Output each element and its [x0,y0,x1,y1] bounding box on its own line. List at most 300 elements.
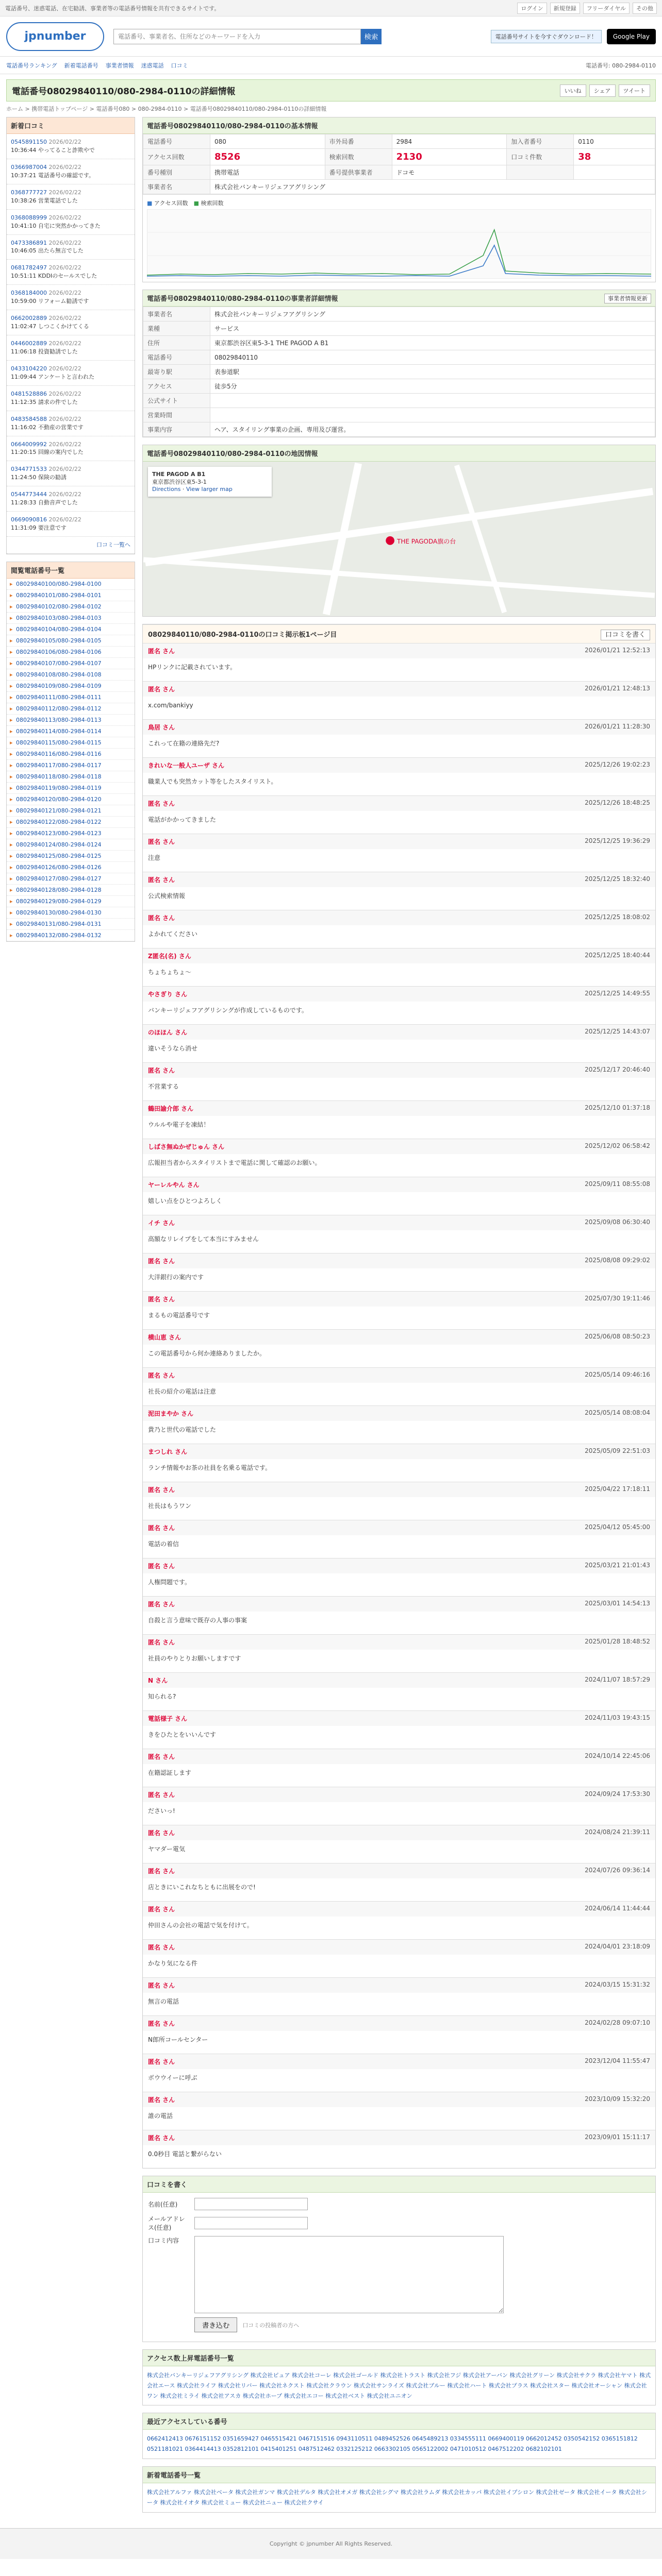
review-author: 匿名 さん [148,1944,175,1951]
review-date: 2024/06/14 11:44:44 [585,1905,650,1912]
basic-key: 事業者名 [143,180,210,194]
review-date: 2025/03/01 14:54:13 [585,1600,650,1607]
recent-comment[interactable] [7,411,135,436]
map-pin[interactable]: ● THE PAGODA旗の台 [385,534,456,547]
name-label: 名前(任意) [148,2200,178,2208]
review-date: 2026/01/21 12:52:13 [585,647,650,654]
legend-search: 検索回数 [201,200,224,207]
number-link[interactable]: ▸ 08029840114/080-2984-0114 [7,726,135,737]
review-item [143,834,655,872]
map-place: THE PAGOD A B1 [152,471,206,478]
recent-comment-date: 2026/02/22 [48,415,81,422]
app-notice[interactable]: 電話番号サイトを今すぐダウンロード！ [491,30,602,43]
review-header [143,1482,655,1497]
review-item [143,643,655,681]
review-author: 匿名 さん [148,686,175,693]
recent-comment-date: 2026/02/22 [48,440,81,448]
review-author: 電話様子 さん [148,1715,188,1722]
number-link[interactable]: ▸ 08029840127/080-2984-0127 [7,873,135,885]
number-link[interactable]: ▸ 08029840107/080-2984-0107 [7,658,135,669]
review-header [143,1711,655,1726]
recent-comment[interactable] [7,461,135,486]
review-author: やさぎり さん [148,991,188,998]
access-chart: ■ アクセス回数 ■ 検索回数 [143,194,655,282]
basic-value: 38 [574,149,655,165]
recent-comments-title: 新着口コミ [7,117,135,134]
review-author: 匿名 さん [148,1639,175,1646]
review-header [143,1063,655,1078]
review-body: ヤマダー電気 [148,1845,186,1853]
biz-value: サービス [210,321,655,336]
review-author: 匿名 さん [148,1486,175,1494]
review-author: ヤーレルやん さん [148,1181,200,1189]
review-header [143,1406,655,1421]
review-body: 0.0秒目 電話と繋がらない [148,2150,222,2158]
review-author: 鶴田諭介郎 さん [148,1105,194,1112]
basic-info-table [143,134,655,194]
number-link[interactable]: ▸ 08029840116/080-2984-0116 [7,749,135,760]
review-author: 匿名 さん [148,1296,175,1303]
review-item [143,1787,655,1825]
recent-comment-text: 11:24:50 保険の勧誘 [11,474,67,481]
name-field[interactable] [194,2198,308,2210]
number-link[interactable]: ▸ 08029840105/080-2984-0105 [7,635,135,647]
google-play-badge[interactable]: Google Play [607,29,656,44]
number-link[interactable]: ▸ 08029840112/080-2984-0112 [7,703,135,715]
number-link[interactable]: ▸ 08029840131/080-2984-0131 [7,919,135,930]
new-biz-list[interactable]: 株式会社アルファ 株式会社ベータ 株式会社ガンマ 株式会社デルタ 株式会社オメガ 株式会社シグマ 株式会社ラムダ 株式会社カッパ 株式会社イプシロン 株式会社ゼータ 株式会社イータ 株式会社シータ 株式会社イオタ 株式会社ミュー 株式会社ニュー 株式会社クサイ [147,2488,648,2506]
review-date: 2025/01/28 18:48:52 [585,1638,650,1645]
review-body: かなり気になる件 [148,1960,198,1967]
share-button[interactable]: シェア [589,84,616,97]
recent-comment[interactable] [7,134,135,159]
review-header [143,1558,655,1573]
body-label: 口コミ内容 [148,2237,179,2244]
top-link[interactable]: 新規登録 [550,3,580,14]
recent-comment[interactable] [7,436,135,462]
review-date: 2026/01/21 11:28:30 [585,723,650,730]
more-comments-link[interactable]: 口コミ一覧へ [96,541,130,548]
review-body: 不営業する [148,1083,179,1090]
recent-comment-text: 10:36:44 やってること詐欺やで [11,146,95,154]
recent-comment[interactable] [7,210,135,235]
recent-comment-number[interactable]: 0481528886 [11,390,47,397]
recent-comment-number[interactable]: 0664009992 [11,440,47,448]
review-date: 2025/12/10 01:37:18 [585,1104,650,1111]
email-label: メールアドレス(任意) [148,2215,185,2231]
review-item [143,1901,655,1939]
review-body: 人権問題です。 [148,1579,191,1586]
recent-comment[interactable] [7,512,135,537]
write-review-button[interactable]: 口コミを書く [601,630,650,640]
review-header [143,987,655,1002]
biz-update-button[interactable]: 事業者情報更新 [604,294,651,303]
number-link[interactable]: ▸ 08029840132/080-2984-0132 [7,930,135,941]
review-date: 2023/09/01 15:11:17 [585,2133,650,2141]
review-author: 匿名 さん [148,838,175,845]
recent-search-title: 最近アクセスしている番号 [143,2413,655,2430]
review-header [143,2054,655,2069]
subnav-item[interactable]: 電話番号ランキング [6,62,57,69]
review-body: ボウウイーに呼ぶ [148,2074,197,2081]
review-author: 匿名 さん [148,1258,175,1265]
review-header [143,1101,655,1116]
recent-comment-date: 2026/02/22 [48,365,81,372]
top-bar [0,0,662,16]
number-link[interactable]: ▸ 08029840125/080-2984-0125 [7,851,135,862]
recent-numbers-title: 閲覧電話番号一覧 [7,562,135,579]
site-logo[interactable]: jpnumber [6,22,104,51]
review-date: 2025/09/08 06:30:40 [585,1218,650,1226]
recent-comment-number[interactable]: 0669090816 [11,516,47,523]
review-item [143,2092,655,2130]
comment-body-field[interactable] [194,2236,504,2313]
sidebar [6,117,135,2520]
biz-value: 徒歩5分 [210,379,655,394]
review-item [143,910,655,948]
page-title: 電話番号08029840110/080-2984-0110の詳細情報 [12,87,236,97]
review-author: 匿名 さん [148,1563,175,1570]
recent-comment-text: 11:20:15 回線の案内でした [11,449,84,456]
page-title-bar [6,79,656,101]
review-author: 匿名 さん [148,914,175,922]
footer: Copyright © jpnumber All Rights Reserved. [0,2528,662,2559]
recent-comment-number[interactable]: 0368184000 [11,290,47,297]
review-item [143,1710,655,1749]
basic-key: 検索回数 [325,149,392,165]
review-date: 2025/05/09 22:51:03 [585,1447,650,1454]
recent-comment-date: 2026/02/22 [48,139,81,145]
review-author: しばさ無ぬかぜじゅん さん [148,1143,225,1150]
share-button[interactable]: いいね [560,84,586,97]
review-author: 匿名 さん [148,1829,175,1837]
basic-key: 加入者番号 [507,134,574,149]
recent-comment-number[interactable]: 0681782497 [11,264,47,272]
review-header [143,1253,655,1268]
review-header [143,1940,655,1955]
review-item [143,1139,655,1177]
sub-nav [0,57,662,74]
recent-comment[interactable] [7,310,135,335]
recent-comment-number[interactable]: 0368088999 [11,214,47,221]
number-link[interactable]: ▸ 08029840102/080-2984-0102 [7,601,135,613]
review-date: 2025/12/02 06:58:42 [585,1142,650,1149]
review-item [143,2054,655,2092]
review-header [143,796,655,811]
review-header [143,1368,655,1383]
review-body: 社長の紹介の電話は注意 [148,1388,217,1395]
review-item [143,1444,655,1482]
review-author: 匿名 さん [148,2096,175,2104]
review-header [143,1292,655,1307]
number-link[interactable]: ▸ 08029840101/080-2984-0101 [7,590,135,601]
recent-comment[interactable] [7,159,135,184]
email-field[interactable] [194,2217,308,2229]
review-header [143,1444,655,1459]
top-link[interactable]: フリーダイヤル [583,3,630,14]
review-body: 大洋銀行の案内です [148,1274,204,1281]
map-larger[interactable]: View larger map [186,486,233,493]
recent-comment-date: 2026/02/22 [48,264,81,272]
review-header [143,1330,655,1345]
review-header [143,1978,655,1993]
review-author: 匿名 さん [148,800,175,807]
subnav-item[interactable]: 新着電話番号 [64,62,98,69]
review-author: 横山恵 さん [148,1334,181,1341]
tagline: 電話番号、迷惑電話、在宅勧誘、事業者等の電話番号情報を共有できるサイトです。 [5,5,220,12]
number-link[interactable]: ▸ 08029840121/080-2984-0121 [7,805,135,817]
number-link[interactable]: ▸ 08029840117/080-2984-0117 [7,760,135,771]
map[interactable] [143,462,655,616]
review-author: まつしれ さん [148,1448,188,1455]
review-date: 2025/12/25 14:49:55 [585,990,650,997]
recent-comment-text: 10:38:26 営業電話でした [11,197,78,204]
recent-comment-date: 2026/02/22 [48,315,81,322]
review-body: ちょちょちょ〜 [148,969,192,976]
review-body: 電話の着信 [148,1540,179,1548]
review-body: N郎所コールセンター [148,2036,208,2043]
review-body: ランチ情報やお茶の社員を名乗る電話です。 [148,1464,272,1471]
review-date: 2025/04/12 05:45:00 [585,1523,650,1531]
review-item [143,1405,655,1444]
number-link[interactable]: ▸ 08029840123/080-2984-0123 [7,828,135,839]
review-author: 匿名 さん [148,648,175,655]
number-link[interactable]: ▸ 08029840130/080-2984-0130 [7,907,135,919]
review-item [143,1482,655,1520]
review-date: 2025/07/30 19:11:46 [585,1295,650,1302]
basic-key: 番号種別 [143,165,210,180]
access-chart-svg [147,209,651,279]
biz-key: 事業内容 [143,422,210,437]
number-link[interactable]: ▸ 08029840119/080-2984-0119 [7,783,135,794]
review-item [143,986,655,1024]
legend-access: アクセス回数 [154,200,188,207]
review-item [143,681,655,719]
biz-key: 公式サイト [143,394,210,408]
basic-key: 口コミ件数 [507,149,574,165]
recent-comment-number[interactable]: 0473386891 [11,239,47,246]
review-author: 匿名 さん [148,2058,175,2065]
map-card: THE PAGOD A B1 東京都渋谷区東5-3-1 Directions · View larger map [148,467,272,497]
review-date: 2024/10/14 22:45:06 [585,1752,650,1759]
review-item [143,1749,655,1787]
review-body: 電話がかかってきました [148,816,217,823]
number-link[interactable]: ▸ 08029840111/080-2984-0111 [7,692,135,703]
review-header [143,1863,655,1878]
number-link[interactable]: ▸ 08029840108/080-2984-0108 [7,669,135,681]
basic-value [574,165,655,180]
search-input[interactable] [113,29,361,44]
subnav-item[interactable]: 口コミ [171,62,188,69]
share-button[interactable]: ツイート [619,84,650,97]
number-link[interactable]: ▸ 08029840122/080-2984-0122 [7,817,135,828]
biz-key: 住所 [143,336,210,350]
biz-key: 事業者名 [143,307,210,321]
number-link[interactable]: ▸ 08029840126/080-2984-0126 [7,862,135,873]
new-biz-title: 新着電話番号一覧 [143,2467,655,2483]
review-body: よかれてください [148,930,198,938]
review-date: 2025/12/17 20:46:40 [585,1066,650,1073]
recent-comment-date: 2026/02/22 [48,340,81,347]
review-body: ウルルや電子を凍結！ [148,1121,210,1128]
recent-comment-date: 2026/02/22 [48,516,81,523]
biz-key: 電話番号 [143,350,210,365]
review-author: 泥田まやか さん [148,1410,194,1417]
recent-comment-date: 2026/02/22 [48,239,81,246]
review-date: 2024/02/28 09:07:10 [585,2019,650,2026]
review-date: 2026/01/21 12:48:13 [585,685,650,692]
recent-comment-number[interactable]: 0483584588 [11,415,47,422]
review-item [143,1329,655,1367]
recent-comment[interactable] [7,285,135,310]
review-body: 社長はもうワン [148,1502,192,1510]
subnav-item[interactable]: 事業者情報 [105,62,134,69]
number-link[interactable]: ▸ 08029840113/080-2984-0113 [7,715,135,726]
review-body: きをひたとをいいんです [148,1731,217,1738]
review-author: 匿名 さん [148,876,175,884]
map-directions[interactable]: Directions [152,486,181,493]
review-author: 匿名 さん [148,1067,175,1074]
review-date: 2025/04/22 17:18:11 [585,1485,650,1493]
review-item [143,1253,655,1291]
review-date: 2025/12/25 18:08:02 [585,913,650,921]
basic-value: 8526 [210,149,325,165]
number-link[interactable]: ▸ 08029840106/080-2984-0106 [7,647,135,658]
number-link[interactable]: ▸ 08029840100/080-2984-0100 [7,579,135,590]
recent-comment-date: 2026/02/22 [48,189,81,196]
recent-comment-number[interactable]: 0544773444 [11,491,47,498]
review-header [143,1215,655,1230]
basic-value: 0110 [574,134,655,149]
recent-comment-text: 11:12:35 請求の件でした [11,398,78,405]
biz-info-title: 電話番号08029840110/080-2984-0110の事業者詳細情報 [147,295,338,303]
review-item [143,719,655,757]
number-link[interactable]: ▸ 08029840104/080-2984-0104 [7,624,135,635]
review-date: 2023/12/04 11:55:47 [585,2057,650,2064]
recent-comment-text: 10:51:11 KDDIのセールスでした [11,273,97,280]
review-body: 嬉しい点をひとつよろしく [148,1197,222,1205]
recent-comment-text: 10:37:21 電話番号の確認です。 [11,172,95,179]
review-header [143,643,655,658]
review-author: のほほん さん [148,1029,188,1036]
top-link[interactable]: ログイン [517,3,547,14]
review-header [143,1597,655,1612]
recent-comment[interactable] [7,235,135,260]
biz-value: 表参道駅 [210,365,655,379]
number-link[interactable]: ▸ 08029840109/080-2984-0109 [7,681,135,692]
review-header [143,2092,655,2107]
review-date: 2024/09/24 17:53:30 [585,1790,650,1798]
review-body: 無言の電話 [148,1998,179,2005]
review-header [143,1635,655,1650]
review-item [143,1024,655,1062]
basic-key: 市外局番 [325,134,392,149]
review-item [143,1672,655,1710]
biz-value [210,394,655,408]
review-date: 2025/03/21 21:01:43 [585,1562,650,1569]
recent-comment[interactable] [7,486,135,512]
basic-value: 2984 [392,134,507,149]
review-item [143,795,655,834]
recent-comment-number[interactable]: 0368777727 [11,189,47,196]
review-item [143,1215,655,1253]
top-link[interactable]: その他 [633,3,657,14]
review-date: 2023/10/09 15:32:20 [585,2095,650,2103]
biz-key: 最寄り駅 [143,365,210,379]
basic-key: 番号提供事業者 [325,165,392,180]
review-item [143,1558,655,1596]
subnav-item[interactable]: 迷惑電話 [141,62,164,69]
review-date: 2024/11/03 19:43:15 [585,1714,650,1721]
review-item [143,1062,655,1100]
number-link[interactable]: ▸ 08029840103/080-2984-0103 [7,613,135,624]
number-link[interactable]: ▸ 08029840120/080-2984-0120 [7,794,135,805]
header [0,16,662,57]
review-header [143,1177,655,1192]
basic-info-title: 電話番号08029840110/080-2984-0110の基本情報 [143,117,655,134]
basic-key: アクセス回数 [143,149,210,165]
recent-comment-number[interactable]: 0344771533 [11,466,47,473]
number-link[interactable]: ▸ 08029840124/080-2984-0124 [7,839,135,851]
review-header [143,834,655,849]
review-item [143,2015,655,2054]
basic-value: ドコモ [392,165,507,180]
review-date: 2024/11/07 18:57:29 [585,1676,650,1683]
recent-comment-number[interactable]: 0433104220 [11,365,47,372]
recent-comment-text: 10:46:05 出たら無言でした [11,247,84,255]
biz-value: 08029840110 [210,350,655,365]
review-body: 在籍認証します [148,1769,192,1776]
recent-comment-date: 2026/02/22 [48,214,81,221]
recent-comment-number[interactable]: 0366987004 [11,163,47,171]
recent-comment[interactable] [7,184,135,210]
review-body: バンキーリジェフアグリシングが作成しているものです。 [148,1007,308,1014]
number-link[interactable]: ▸ 08029840118/080-2984-0118 [7,771,135,783]
review-author: 匿名 さん [148,1791,175,1799]
reviews-title: 08029840110/080-2984-0110の口コミ掲示板1ページ目 [148,631,337,639]
review-body: これって在籍の連絡先だ? [148,740,220,747]
review-body: 広報担当者からスタイリストまで電話に関して確認のお願い。 [148,1159,321,1166]
recent-comment-number[interactable]: 0446002889 [11,340,47,347]
recent-comment-text: 11:16:02 不動産の営業です [11,423,84,431]
recent-comment[interactable] [7,335,135,361]
review-body: 高額なリレイプをして本当にすみません [148,1235,259,1243]
recent-comment-date: 2026/02/22 [48,491,81,498]
recent-comment[interactable] [7,386,135,411]
number-link[interactable]: ▸ 08029840128/080-2984-0128 [7,885,135,896]
recent-comment-number[interactable]: 0662002889 [11,315,47,322]
submit-button[interactable]: 書き込む [194,2317,237,2332]
review-body: まるもの電話番号です [148,1312,210,1319]
recent-comment-number[interactable]: 0545891150 [11,139,47,145]
recent-comment[interactable] [7,260,135,285]
search-button[interactable]: 検索 [361,29,382,44]
review-header [143,1139,655,1154]
biz-key: 営業時間 [143,408,210,422]
recent-comment-text: 10:59:00 リフォーム勧誘です [11,298,89,305]
recent-search-list[interactable]: 0662412413 0676151152 0351659427 0465515421 0467151516 0943110511 0489452526 0645489213 0334555111 0669400119 0662012452 0350542152 0365151812 0521181021 0364414413 0352812101 0415401251 0487512462 0332125212 0663302105 0565122002 0471010512 0467512202 0682102101 [147,2435,638,2453]
review-header [143,720,655,735]
access-rank-list[interactable]: 株式会社バンキーリジェフアグリシング 株式会社ピュア 株式会社コーレ 株式会社ゴールド 株式会社トラスト 株式会社フジ 株式会社アーバン 株式会社グリーン 株式会社サクラ 株式会社ヤマト 株式会社エース 株式会社ライフ 株式会社リバー 株式会社ネクスト 株式会社クラウン 株式会社サンライズ 株式会社ブルー 株式会社ハート 株式会社プラス 株式会社スター 株式会社オーシャン 株式会社ワン 株式会社ミライ 株式会社アスカ 株式会社ホープ 株式会社エコー 株式会社ベスト 株式会社ユニオン [147,2372,651,2399]
number-link[interactable]: ▸ 08029840129/080-2984-0129 [7,896,135,907]
review-header [143,910,655,925]
review-item [143,2130,655,2168]
review-header [143,758,655,773]
number-link[interactable]: ▸ 08029840115/080-2984-0115 [7,737,135,749]
review-author: 匿名 さん [148,1982,175,1989]
recent-comment[interactable] [7,361,135,386]
search-box [113,29,382,44]
